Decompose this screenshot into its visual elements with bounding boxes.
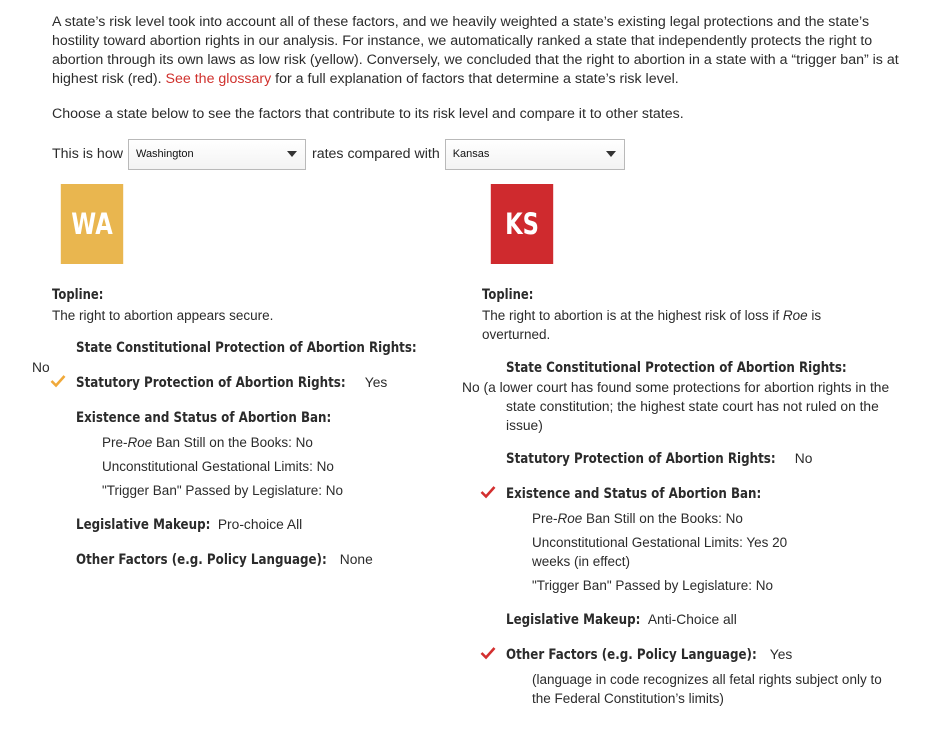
factor-label: Statutory Protection of Abortion Rights:: [506, 451, 776, 467]
abortion-ban-status: [76, 408, 456, 428]
factor-value: Anti-Choice all: [647, 612, 737, 627]
intro-text-end: for a full explanation of factors that determine a state’s risk level.: [271, 71, 679, 87]
topline-heading: Topline:: [482, 287, 534, 303]
factor-label: Legislative Makeup:: [506, 612, 641, 628]
factor-label: Existence and Status of Abortion Ban:: [76, 410, 332, 426]
check-icon: [480, 646, 496, 665]
topline-heading: Topline:: [52, 287, 104, 303]
constitutional-protection: [32, 338, 456, 377]
factor-value: No: [32, 360, 50, 375]
check-icon: [480, 485, 496, 504]
factor-label: State Constitutional Protection of Abortion Rights:: [506, 360, 847, 376]
other-factors: [76, 550, 456, 570]
state1-dropdown[interactable]: [128, 139, 306, 170]
glossary-link[interactable]: See the glossary: [165, 71, 272, 87]
factor-value: None: [339, 552, 373, 567]
selector-prefix: This is how: [52, 146, 123, 162]
legislative-makeup: [506, 610, 892, 630]
abortion-ban-status: [506, 484, 892, 504]
factor-value: No (a lower court has found some protections for abortion rights in the state constitution; the highest state court has not ruled on the issue): [462, 380, 890, 433]
factor-label: Other Factors (e.g. Policy Language):: [506, 647, 757, 663]
factor-value: No: [794, 451, 813, 466]
chevron-down-icon: [598, 140, 624, 169]
check-icon: [50, 374, 66, 393]
state2-abbr: KS: [505, 207, 539, 241]
other-factors-note: (language in code recognizes all fetal rights subject only to the Federal Constitution’s limits): [532, 672, 882, 706]
trigger-ban: "Trigger Ban" Passed by Legislature: No: [532, 578, 773, 593]
factor-label: Legislative Makeup:: [76, 517, 211, 533]
trigger-ban: "Trigger Ban" Passed by Legislature: No: [102, 483, 343, 498]
factor-value: Yes: [364, 375, 388, 390]
state-compare-selector: [52, 138, 625, 170]
factor-label: State Constitutional Protection of Abortion Rights:: [76, 340, 417, 356]
topline-text: The right to abortion is at the highest risk of loss if Roe is overturned.: [482, 308, 822, 342]
choose-instruction: Choose a state below to see the factors that contribute to its risk level and compare it to other states.: [52, 106, 684, 122]
factor-value: Yes: [769, 647, 793, 662]
factor-label: Other Factors (e.g. Policy Language):: [76, 552, 327, 568]
intro-paragraph: [52, 13, 902, 89]
factor-value: Pro-choice All: [217, 517, 303, 532]
topline-text: The right to abortion appears secure.: [52, 308, 274, 323]
factor-label: Existence and Status of Abortion Ban:: [506, 486, 762, 502]
gestational-limits: Unconstitutional Gestational Limits: No: [102, 459, 334, 474]
statutory-protection: [76, 373, 456, 393]
constitutional-protection: [462, 358, 892, 435]
pre-roe-ban: Pre-Roe Ban Still on the Books: No: [102, 435, 313, 450]
legislative-makeup: [76, 515, 456, 535]
state2-badge: [491, 184, 553, 264]
factor-label: Statutory Protection of Abortion Rights:: [76, 375, 346, 391]
intro-text: A state’s risk level took into account all of these factors, and we heavily weighted a state’s existing legal protections and the state’s hostility toward abortion rights in our analysis. For instance, we automatically ranked a state that independently protects the right to abortion through its own laws as low risk (yellow). Conversely, we concluded that the right to abortion in a state with a “trigger ban” is at highest risk (red).: [52, 14, 899, 87]
other-factors: [506, 645, 892, 665]
state1-badge: [61, 184, 123, 264]
state1-abbr: WA: [71, 207, 113, 241]
pre-roe-ban: Pre-Roe Ban Still on the Books: No: [532, 511, 743, 526]
state2-value: Kansas: [452, 148, 490, 160]
state1-value: Washington: [135, 148, 194, 160]
gestational-limits: Unconstitutional Gestational Limits: Yes 20 weeks (in effect): [532, 535, 788, 569]
statutory-protection: [506, 449, 892, 469]
selector-middle: rates compared with: [311, 146, 440, 162]
state2-dropdown[interactable]: [445, 139, 625, 170]
chevron-down-icon: [279, 140, 305, 169]
